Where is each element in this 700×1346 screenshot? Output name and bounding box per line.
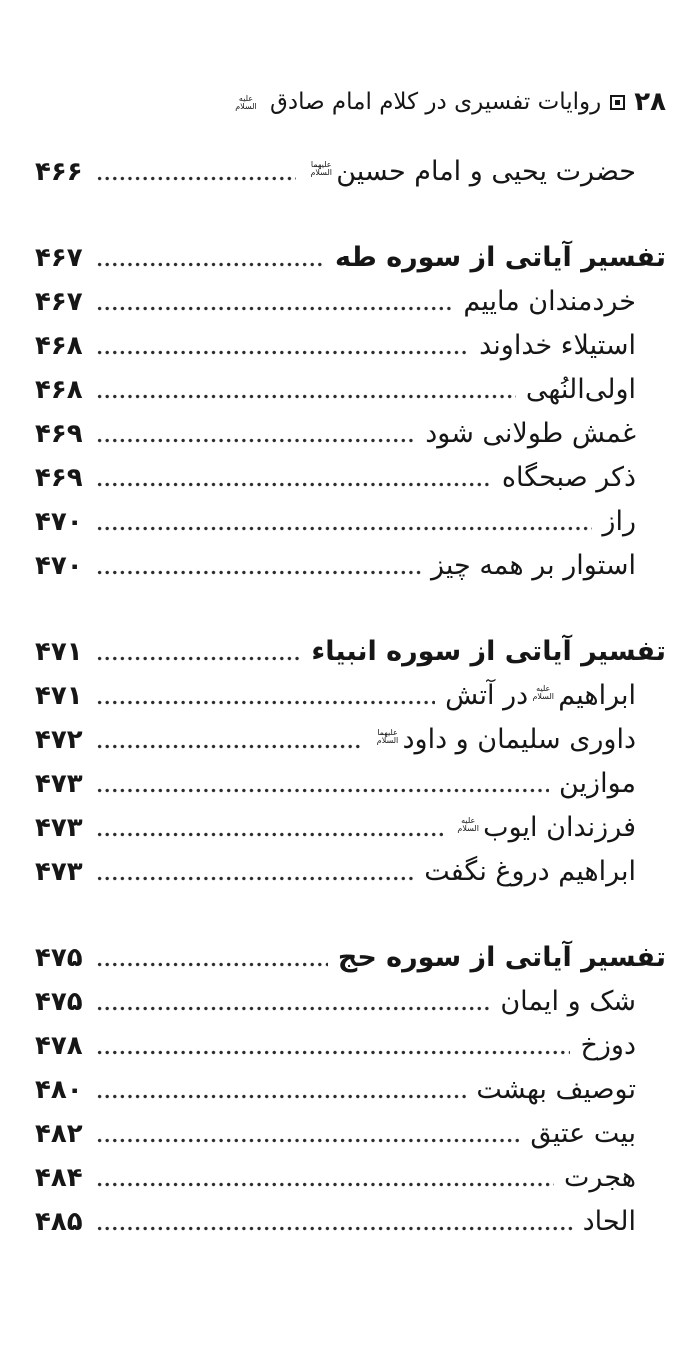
honorific-symbol: علیه السلام: [457, 815, 479, 834]
toc-row: [35, 456, 666, 500]
toc-entry-text: موازین: [558, 768, 636, 800]
dot-leader: [97, 393, 516, 400]
toc-row: [35, 500, 666, 544]
toc-page-number: ۴۶۹: [35, 418, 83, 449]
dot-leader: [97, 961, 328, 968]
toc-page-number: ۴۸۲: [35, 1118, 83, 1149]
dot-leader: [97, 481, 492, 488]
dot-leader: [97, 569, 421, 576]
toc-row: [35, 1024, 666, 1068]
toc-page-number: ۴۷۵: [35, 986, 83, 1017]
running-head: [35, 86, 666, 120]
toc-row: [35, 150, 666, 194]
dot-leader: [97, 787, 549, 794]
toc-page-number: ۴۷۳: [35, 768, 83, 799]
toc-row: [35, 980, 666, 1024]
toc-row: [35, 718, 666, 762]
toc-entry-label: [311, 636, 666, 667]
toc-entry-text: غمش طولانی شود: [425, 418, 636, 450]
toc-page-number: ۴۷۱: [35, 680, 83, 711]
toc-entry-text: استیلاء خداوند: [479, 330, 636, 362]
toc-page-number: ۴۷۸: [35, 1030, 83, 1061]
toc-entry-text: خردمندان ماییم: [463, 286, 636, 318]
dot-leader: [97, 175, 297, 182]
toc-entry-text: توصیف بهشت: [476, 1074, 636, 1106]
toc-entry-text: ابراهیم: [558, 680, 636, 712]
toc-entry-label: [445, 680, 636, 711]
toc-page-number: ۴۷۱: [35, 636, 83, 667]
toc-row: [35, 630, 666, 674]
toc-entry-text-after: در آتش: [445, 680, 529, 712]
toc-entry-text: شک و ایمان: [500, 986, 636, 1018]
honorific-symbol: علیهما السلام: [310, 159, 332, 178]
toc-row: [35, 1200, 666, 1244]
toc-entry-text: الحاد: [582, 1206, 636, 1238]
dot-leader: [97, 743, 363, 750]
toc-page-number: ۴۷۳: [35, 812, 83, 843]
toc-entry-text: تفسیر آیاتی از سوره انبیاء: [311, 636, 666, 668]
toc-row: [35, 1112, 666, 1156]
book-title: روایات تفسیری در کلام امام صادق: [269, 88, 602, 115]
header-page-number: ۲۸: [634, 87, 666, 117]
toc-page-number: ۴۷۰: [35, 506, 83, 537]
toc-entry-label: [431, 550, 636, 581]
toc-page-number: ۴۸۰: [35, 1074, 83, 1105]
toc-row: [35, 806, 666, 850]
toc-entry-text: ابراهیم دروغ نگفت: [424, 856, 636, 888]
toc-entry-text: راز: [602, 506, 636, 538]
toc-entry-text: بیت عتیق: [530, 1118, 636, 1150]
toc-row: [35, 412, 666, 456]
honorific-symbol: علیه السلام: [532, 683, 554, 702]
dot-leader: [97, 305, 454, 312]
toc-row: [35, 544, 666, 588]
toc-entry-label: [583, 1206, 636, 1237]
dot-leader: [97, 655, 302, 662]
toc-row: [35, 324, 666, 368]
toc-row: [35, 368, 666, 412]
dot-leader: [97, 261, 325, 268]
toc-entry-label: [338, 942, 666, 973]
toc-entry-text: هجرت: [564, 1162, 636, 1194]
dot-leader: [97, 1225, 573, 1232]
honorific-symbol: علیهما السلام: [376, 727, 399, 746]
toc-page-number: ۴۶۶: [35, 156, 83, 187]
toc-page-number: ۴۶۸: [35, 374, 83, 405]
toc-row: [35, 850, 666, 894]
dot-leader: [97, 875, 415, 882]
toc-entry-label: [453, 812, 636, 843]
toc-page-number: ۴۶۹: [35, 462, 83, 493]
dot-leader: [97, 1093, 467, 1100]
toc-row: [35, 280, 666, 324]
toc-entry-label: [476, 1074, 636, 1105]
toc-page-number: ۴۸۴: [35, 1162, 83, 1193]
toc-entry-text: حضرت یحیی و امام حسین: [336, 156, 636, 188]
toc-entry-label: [335, 242, 666, 273]
toc-page-number: ۴۷۳: [35, 856, 83, 887]
toc-entry-text: فرزندان ایوب: [483, 812, 636, 844]
toc-entry-label: [530, 1118, 636, 1149]
toc-entry-label: [580, 1030, 636, 1061]
toc-page-number: ۴۶۸: [35, 330, 83, 361]
toc-entry-label: [424, 856, 636, 887]
table-of-contents: [35, 150, 666, 1244]
toc-entry-label: [425, 418, 636, 449]
dot-leader: [97, 1137, 521, 1144]
honorific-symbol: علیه السلام: [235, 93, 257, 111]
toc-row: [35, 762, 666, 806]
toc-row: [35, 236, 666, 280]
dot-leader: [97, 1049, 571, 1056]
toc-page-number: ۴۷۵: [35, 942, 83, 973]
toc-page-number: ۴۶۷: [35, 286, 83, 317]
toc-entry-label: [463, 286, 636, 317]
toc-entry-text: تفسیر آیاتی از سوره طه: [334, 242, 666, 274]
toc-entry-label: [500, 986, 636, 1017]
toc-page-number: ۴۷۲: [35, 724, 83, 755]
toc-row: [35, 674, 666, 718]
dot-leader: [97, 437, 416, 444]
toc-entry-text: داوری سلیمان و داود: [402, 724, 636, 756]
toc-entry-text: استوار بر همه چیز: [431, 550, 636, 582]
toc-page-number: ۴۸۵: [35, 1206, 83, 1237]
dot-leader: [97, 831, 444, 838]
toc-entry-label: [602, 506, 636, 537]
dot-leader: [97, 349, 469, 356]
toc-entry-label: [373, 724, 636, 755]
toc-page-number: ۴۶۷: [35, 242, 83, 273]
toc-entry-label: [306, 156, 636, 187]
toc-row: [35, 1068, 666, 1112]
toc-entry-label: [564, 1162, 636, 1193]
dot-leader: [97, 525, 593, 532]
toc-entry-text: دوزخ: [580, 1030, 636, 1062]
toc-entry-label: [526, 374, 636, 405]
toc-page-number: ۴۷۰: [35, 550, 83, 581]
dot-leader: [97, 1005, 491, 1012]
square-marker-icon: [610, 95, 625, 110]
toc-row: [35, 1156, 666, 1200]
toc-entry-text: اولی‌النُهی: [525, 374, 636, 406]
toc-entry-label: [479, 330, 636, 361]
dot-leader: [97, 1181, 554, 1188]
toc-entry-text: ذکر صبحگاه: [501, 462, 636, 494]
toc-entry-text: تفسیر آیاتی از سوره حج: [337, 942, 666, 974]
dot-leader: [97, 699, 436, 706]
toc-entry-label: [559, 768, 636, 799]
toc-entry-label: [502, 462, 636, 493]
toc-row: [35, 936, 666, 980]
